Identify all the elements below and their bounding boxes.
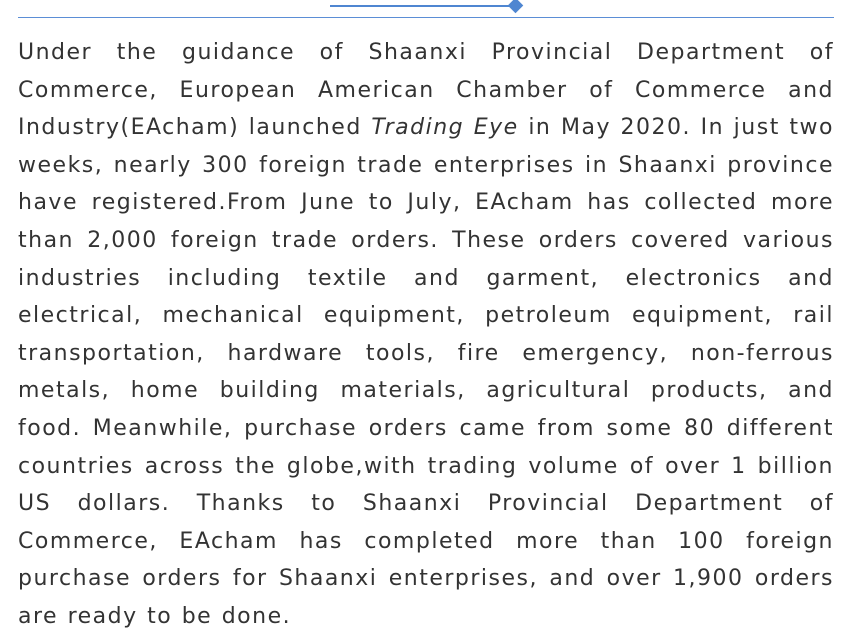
- diamond-ornament-icon: [508, 0, 524, 13]
- article-paragraph: [18, 34, 834, 634]
- paragraph-text-after: in May 2020. In just two weeks, nearly 300 foreign trade enterprises in Shaanxi province have registered.From June to July, EAcham has collected more than 2,000 foreign trade orders. These orders covered various industries including textile and garment, electronics and electrical, mechanical equipment, petroleum equipment, rail transportation, hardware tools, fire emergency, non-ferrous metals, home building materials, agricultural products, and food. Meanwhile, purchase orders came from some 80 different countries across the globe,with trading volume of over 1 billion US dollars. Thanks to Shaanxi Provincial Department of Commerce, EAcham has completed more than 100 foreign purchase orders for Shaanxi enterprises, and over 1,900 orders are ready to be done.: [18, 115, 834, 629]
- section-divider: [18, 17, 834, 18]
- divider-accent-line: [330, 5, 510, 7]
- paragraph-text-before: Under the guidance of Shaanxi Provincial Department of Commerce, European American Chamber of Commerce and Industry(EAcham) launched: [18, 40, 834, 141]
- program-name: Trading Eye: [371, 115, 519, 141]
